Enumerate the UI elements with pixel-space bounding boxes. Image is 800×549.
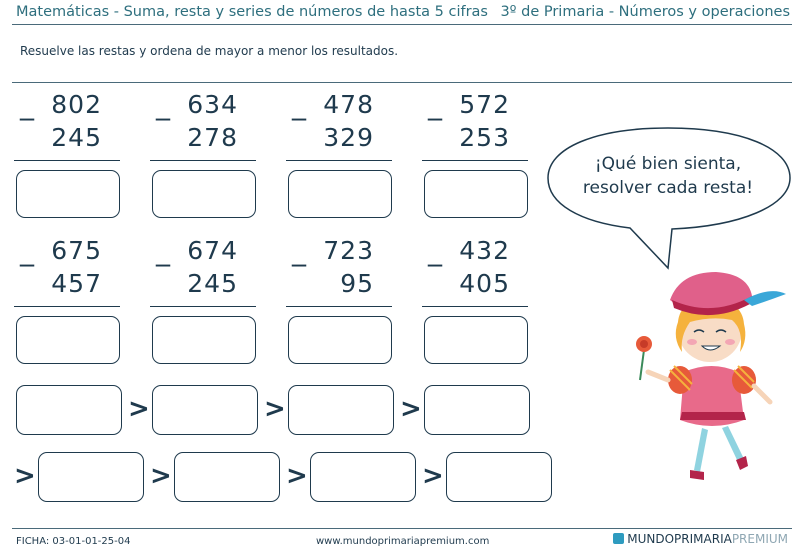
worksheet-subject-title: Matemáticas - Suma, resta y series de números de hasta 5 cifras bbox=[16, 4, 488, 20]
subtrahend: 329 bbox=[323, 123, 374, 152]
character-arm-right bbox=[754, 386, 770, 402]
minus-sign: _ bbox=[428, 234, 442, 267]
brand-logo bbox=[613, 532, 788, 546]
minus-sign: _ bbox=[20, 234, 34, 267]
subtrahend: 95 bbox=[340, 269, 374, 298]
greater-than-sign: > bbox=[128, 394, 150, 424]
minus-sign: _ bbox=[156, 88, 170, 121]
greater-than-sign: > bbox=[400, 394, 422, 424]
subtrahend: 457 bbox=[51, 269, 102, 298]
worksheet-code: FICHA: 03-01-01-25-04 bbox=[16, 536, 131, 547]
minus-sign: _ bbox=[156, 234, 170, 267]
minuend: 478 bbox=[323, 90, 374, 119]
logo-main-text: MUNDOPRIMARIA bbox=[627, 532, 732, 546]
character-shoe-left bbox=[690, 470, 704, 480]
subtrahend: 278 bbox=[187, 123, 238, 152]
minuend: 674 bbox=[187, 236, 238, 265]
subtrahend: 253 bbox=[459, 123, 510, 152]
greater-than-sign: > bbox=[150, 461, 172, 491]
character-leg-right bbox=[722, 426, 744, 462]
website-url[interactable]: www.mundoprimariapremium.com bbox=[316, 536, 490, 547]
greater-than-sign: > bbox=[286, 461, 308, 491]
minus-sign: _ bbox=[428, 88, 442, 121]
worksheet-grade-topic: 3º de Primaria - Números y operaciones bbox=[500, 4, 790, 20]
character-belt bbox=[680, 412, 746, 420]
greater-than-sign: > bbox=[422, 461, 444, 491]
logo-premium-text: PREMIUM bbox=[731, 532, 788, 546]
character-leg-left bbox=[694, 428, 708, 472]
rose-stem bbox=[640, 350, 644, 380]
minuend: 723 bbox=[323, 236, 374, 265]
logo-square-icon bbox=[613, 533, 624, 544]
speech-line-1: ¡Qué bien sienta, bbox=[594, 154, 742, 174]
greater-than-sign: > bbox=[14, 461, 36, 491]
subtrahend: 245 bbox=[51, 123, 102, 152]
footer-divider bbox=[12, 528, 792, 529]
minuend: 432 bbox=[459, 236, 510, 265]
subtrahend: 405 bbox=[459, 269, 510, 298]
speech-line-2: resolver cada resta! bbox=[582, 178, 754, 198]
greater-than-sign: > bbox=[264, 394, 286, 424]
minus-sign: _ bbox=[292, 234, 306, 267]
minuend: 802 bbox=[51, 90, 102, 119]
character-arm-left bbox=[648, 372, 668, 380]
minus-sign: _ bbox=[292, 88, 306, 121]
minuend: 634 bbox=[187, 90, 238, 119]
minuend: 572 bbox=[459, 90, 510, 119]
instruction-text: Resuelve las restas y ordena de mayor a menor los resultados. bbox=[20, 44, 399, 58]
subtrahend: 245 bbox=[187, 269, 238, 298]
minuend: 675 bbox=[51, 236, 102, 265]
minus-sign: _ bbox=[20, 88, 34, 121]
